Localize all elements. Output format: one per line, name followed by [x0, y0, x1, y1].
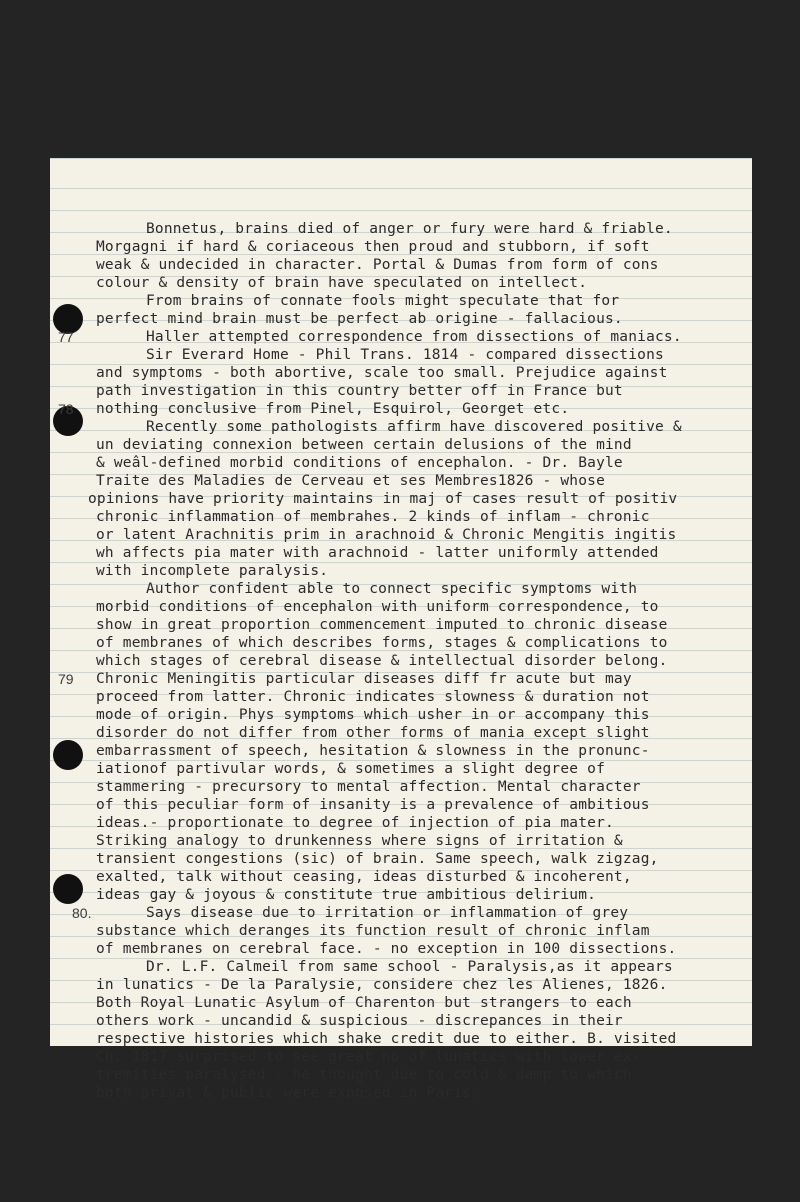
typed-page [50, 158, 752, 1101]
text-line: un deviating connexion between certain delusions of the mind [96, 437, 632, 453]
text-line: Dr. L.F. Calmeil from same school - Paralysis,as it appears [146, 959, 673, 975]
punch-hole [53, 874, 83, 904]
text-line: exalted, talk without ceasing, ideas disturbed & incoherent, [96, 869, 632, 885]
text-line: proceed from latter. Chronic indicates slowness & duration not [96, 689, 650, 705]
margin-number: 79 [58, 671, 74, 687]
text-line: of membranes of which describes forms, stages & complications to [96, 635, 668, 651]
text-line: of this peculiar form of insanity is a prevalence of ambitious [96, 797, 650, 813]
text-line: perfect mind brain must be perfect ab origine - fallacious. [96, 311, 623, 327]
margin-number: 78 [58, 401, 74, 417]
text-line: substance which deranges its function result of chronic inflam [96, 923, 650, 939]
text-line: Author confident able to connect specific symptoms with [146, 581, 638, 597]
text-line: tremities paralysed - he thought due to cold & damp to which [96, 1067, 632, 1083]
text-line: which stages of cerebral disease & intellectual disorder belong. [96, 653, 668, 669]
text-line: iationof partivular words, & sometimes a slight degree of [96, 761, 605, 777]
text-line: in lunatics - De la Paralysie, considere chez les Alienes, 1826. [96, 977, 668, 993]
text-line: others work - uncandid & suspicious - discrepances in their [96, 1013, 623, 1029]
text-line: nothing conclusive from Pinel, Esquirol, Georget etc. [96, 401, 570, 417]
text-line: Bonnetus, brains died of anger or fury were hard & friable. [146, 221, 673, 237]
text-line: and symptoms - both abortive, scale too small. Prejudice against [96, 365, 668, 381]
text-line: embarrassment of speech, hesitation & slowness in the pronunc- [96, 743, 650, 759]
text-line: respective histories which shake credit due to either. B. visited [96, 1031, 677, 1047]
text-line: disorder do not differ from other forms of mania except slight [96, 725, 650, 741]
text-line: Chronic Meningitis particular diseases diff fr acute but may [96, 671, 632, 687]
text-line: From brains of connate fools might speculate that for [146, 293, 620, 309]
text-line: weak & undecided in character. Portal & Dumas from form of cons [96, 257, 659, 273]
text-line: ideas.- proportionate to degree of injection of pia mater. [96, 815, 614, 831]
text-line: & weâl-defined morbid conditions of encephalon. - Dr. Bayle [96, 455, 623, 471]
text-line: path investigation in this country better off in France but [96, 383, 623, 399]
text-line: Morgagni if hard & coriaceous then proud and stubborn, if soft [96, 239, 650, 255]
text-line: Ch. 1817 surprised to see great no of lunatics with lower ex- [96, 1049, 641, 1065]
text-line: Both Royal Lunatic Asylum of Charenton but strangers to each [96, 995, 632, 1011]
margin-number: 80. [72, 905, 92, 921]
text-line: Says disease due to irritation or inflammation of grey [146, 905, 629, 921]
text-line: ideas gay & joyous & constitute true ambitious delirium. [96, 887, 597, 903]
text-line: or latent Arachnitis prim in arachnoid & Chronic Mengitis ingitis [96, 527, 677, 543]
text-line: Striking analogy to drunkenness where signs of irritation & [96, 833, 623, 849]
text-line: of membranes on cerebral face. - no exception in 100 dissections. [96, 941, 677, 957]
text-line: stammering - precursory to mental affection. Mental character [96, 779, 641, 795]
text-line: chronic inflammation of membrahes. 2 kinds of inflam - chronic [96, 509, 650, 525]
text-line: with incomplete paralysis. [96, 563, 329, 579]
text-line: both privat & public were exposed in Paris. [96, 1085, 480, 1101]
text-line: transient congestions (sic) of brain. Same speech, walk zigzag, [96, 851, 659, 867]
punch-hole [53, 740, 83, 770]
text-line: colour & density of brain have speculated on intellect. [96, 275, 588, 291]
text-line: Haller attempted correspondence from dissections of maniacs. [146, 329, 682, 345]
text-line: Traite des Maladies de Cerveau et ses Membres1826 - whose [96, 473, 605, 489]
text-line: mode of origin. Phys symptoms which usher in or accompany this [96, 707, 650, 723]
text-line: Recently some pathologists affirm have discovered positive & [146, 419, 682, 435]
margin-number: 77 [58, 329, 74, 345]
text-line: opinions have priority maintains in maj of cases result of positiv [88, 491, 678, 507]
text-line: wh affects pia mater with arachnoid - latter uniformly attended [96, 545, 659, 561]
text-line: Sir Everard Home - Phil Trans. 1814 - compared dissections [146, 347, 664, 363]
text-line: show in great proportion commencement imputed to chronic disease [96, 617, 668, 633]
text-line: morbid conditions of encephalon with uniform correspondence, to [96, 599, 659, 615]
